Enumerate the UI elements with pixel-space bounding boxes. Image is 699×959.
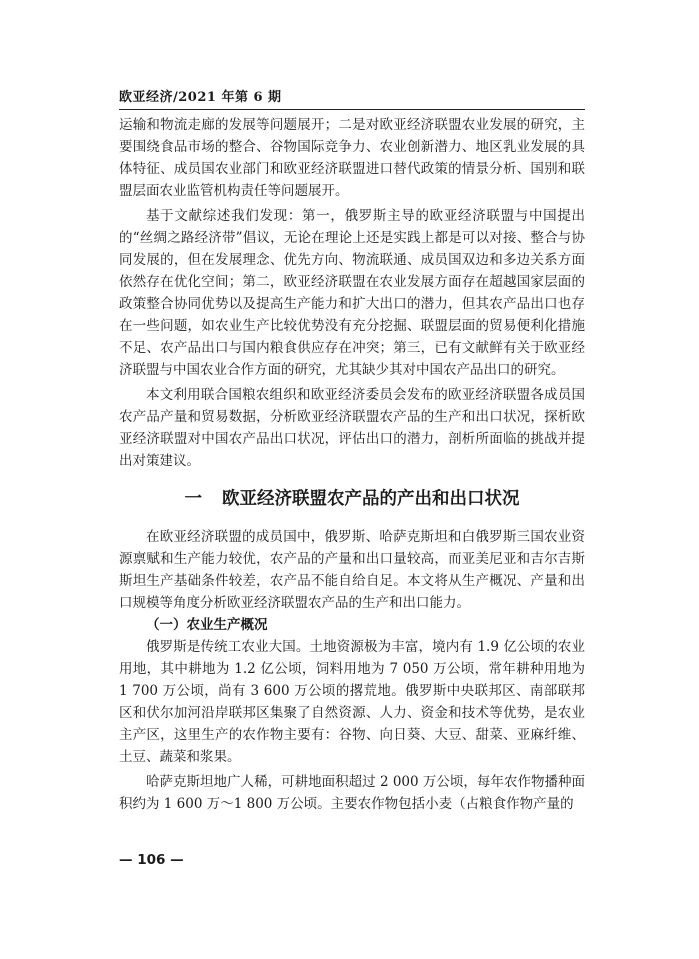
paragraph-3: 本文利用联合国粮农组织和欧亚经济委员会发布的欧亚经济联盟各成员国农产品产量和贸易数据，分析欧亚经济联盟农产品的生产和出口状况，探析欧亚经济联盟对中国农产品出口状况，评估出口的潜力，剖析所面临的挑战并提出对策建议。 — [119, 387, 585, 469]
paragraph-5: 俄罗斯是传统工农业大国。土地资源极为丰富，境内有 1.9 亿公顷的农业用地，其中耕地为 1.2 亿公顷，饲料用地为 7 050 万公顷，常年耕种用地为 1 700 万公顷，尚有 3 600 万公顷的撂荒地。俄罗斯中央联邦区、南部联邦区和伏尔加河沿岸联邦区集聚了自然资源、人力、资金和技术等优势，是农业主产区，这里生产的农作物主要有：谷物、向日葵、大豆、甜菜、亚麻纤维、土豆、蔬菜和浆果。 — [119, 639, 585, 765]
section-heading — [119, 488, 585, 510]
header-rule — [119, 109, 585, 110]
paragraph-2: 基于文献综述我们发现：第一，俄罗斯主导的欧亚经济联盟与中国提出的“丝绸之路经济带”倡议，无论在理论上还是实践上都是可以对接、整合与协同发展的，但在发展理念、优先方向、物流联通、成员国双边和多边关系方面依然存在优化空间；第二，欧亚经济联盟在农业发展方面存在超越国家层面的政策整合协同优势以及提高生产能力和扩大出口的潜力，但其农产品出口也存在一些问题，如农业生产比较优势没有充分挖掘、联盟层面的贸易便利化措施不足、农产品出口与国内粮食供应存在冲突；第三，已有文献鲜有关于欧亚经济联盟与中国农业合作方面的研究，尤其缺少其对中国农产品出口的研究。 — [119, 208, 585, 378]
section-number: 一 — [184, 489, 202, 509]
article-body — [119, 114, 585, 815]
paragraph-6: 哈萨克斯坦地广人稀，可耕地面积超过 2 000 万公顷，每年农作物播种面积约为 1 600 万～1 800 万公顷。主要农作物包括小麦（占粮食作物产量的 — [119, 774, 585, 812]
running-header: 欧亚经济/2021 年第 6 期 — [119, 90, 282, 105]
section-title: 欧亚经济联盟农产品的产出和出口状况 — [222, 489, 520, 509]
page-number: — 106 — — [119, 852, 184, 868]
paragraph-4: 在欧亚经济联盟的成员国中，俄罗斯、哈萨克斯坦和白俄罗斯三国农业资源禀赋和生产能力较优，农产品的产量和出口量较高，而亚美尼亚和吉尔吉斯斯坦生产基础条件较差，农产品不能自给自足。本文将从生产概况、产量和出口规模等角度分析欧亚经济联盟农产品的生产和出口能力。 — [119, 529, 585, 611]
paragraph-1: 运输和物流走廊的发展等问题展开；二是对欧亚经济联盟农业发展的研究，主要围绕食品市场的整合、谷物国际竞争力、农业创新潜力、地区乳业发展的具体特征、成员国农业部门和欧亚经济联盟进口替代政策的情景分析、国别和联盟层面农业监管机构责任等问题展开。 — [119, 117, 585, 199]
subsection-heading: （一）农业生产概况 — [146, 617, 268, 633]
